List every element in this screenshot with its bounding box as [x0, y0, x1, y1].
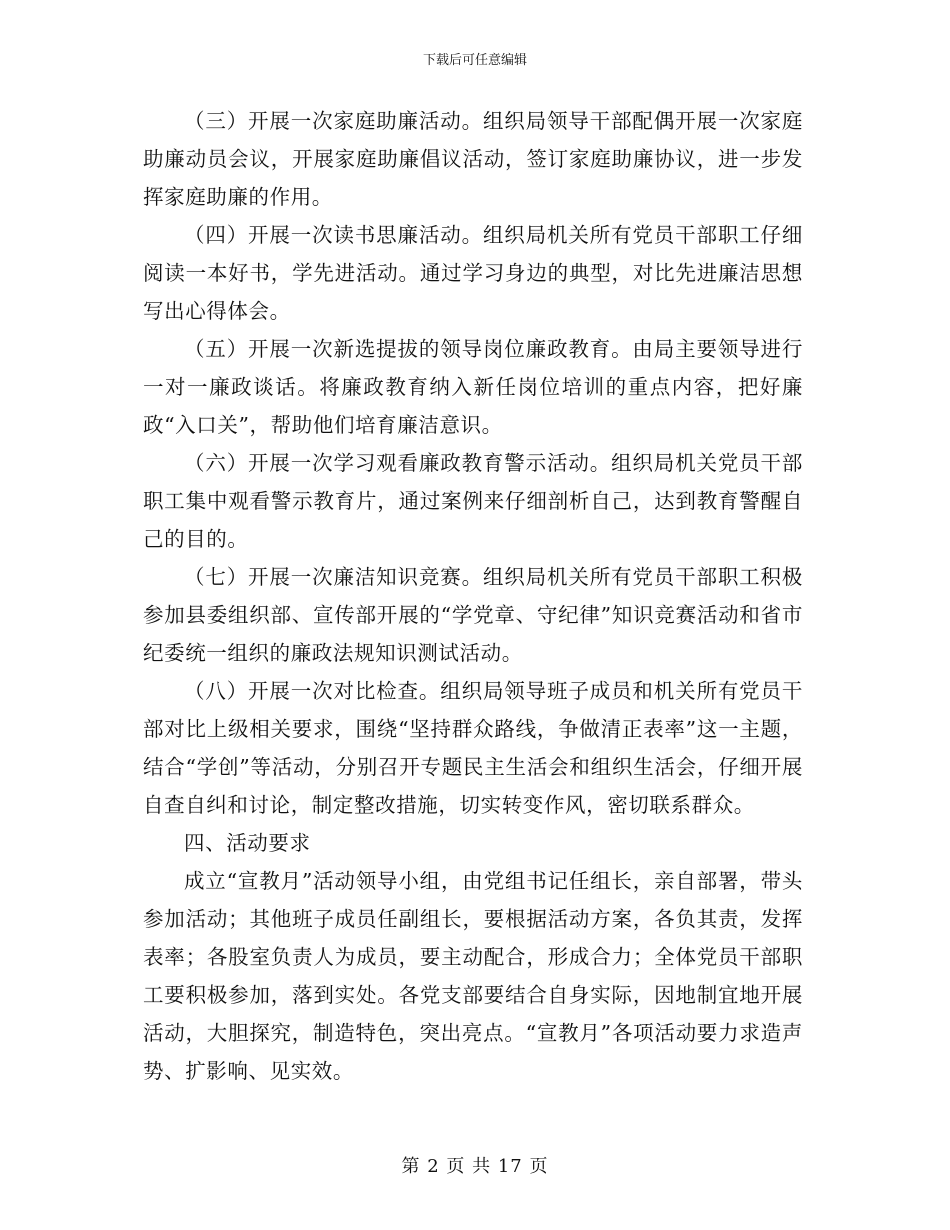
paragraph-knowledge-contest: （七）开展一次廉洁知识竞赛。组织局机关所有党员干部职工积极参加县委组织部、宣传部开展的“学党章、守纪律”知识竞赛活动和省市纪委统一组织的廉政法规知识测试活动。 — [143, 565, 803, 665]
paragraph-comparison-check: （八）开展一次对比检查。组织局领导班子成员和机关所有党员干部对比上级相关要求，围绕“坚持群众路线，争做清正表率”这一主题，结合“学创”等活动，分别召开专题民主生活会和组织生活会，仔细开展自查自纠和讨论，制定整改措施，切实转变作风，密切联系群众。 — [143, 679, 803, 817]
paragraph-warning-education: （六）开展一次学习观看廉政教育警示活动。组织局机关党员干部职工集中观看警示教育片，通过案例来仔细剖析自己，达到教育警醒自己的目的。 — [143, 451, 803, 551]
paragraph-family-integrity: （三）开展一次家庭助廉活动。组织局领导干部配偶开展一次家庭助廉动员会议，开展家庭助廉倡议活动，签订家庭助廉协议，进一步发挥家庭助廉的作用。 — [143, 109, 803, 209]
paragraph-reading-integrity: （四）开展一次读书思廉活动。组织局机关所有党员干部职工仔细阅读一本好书，学先进活动。通过学习身边的典型，对比先进廉洁思想写出心得体会。 — [143, 223, 803, 323]
page-header — [0, 52, 950, 70]
section-heading-requirements: 四、活动要求 — [184, 831, 311, 855]
paragraph-new-leader-education: （五）开展一次新选提拔的领导岗位廉政教育。由局主要领导进行一对一廉政谈话。将廉政教育纳入新任岗位培训的重点内容，把好廉政“入口关”，帮助他们培育廉洁意识。 — [143, 337, 803, 437]
document-body — [143, 102, 803, 1090]
page-number: 第 2 页 共 17 页 — [401, 1156, 549, 1177]
paragraph-requirements: 成立“宣教月”活动领导小组，由党组书记任组长，亲自部署，带头参加活动；其他班子成员任副组长，要根据活动方案，各负其责，发挥表率；各股室负责人为成员，要主动配合，形成合力；全体党员干部职工要积极参加，落到实处。各党支部要结合自身实际，因地制宜地开展活动，大胆探究，制造特色，突出亮点。“宣教月”各项活动要力求造声势、扩影响、见实效。 — [143, 869, 803, 1083]
header-note: 下载后可任意编辑 — [422, 53, 527, 68]
page-footer — [0, 1156, 950, 1178]
